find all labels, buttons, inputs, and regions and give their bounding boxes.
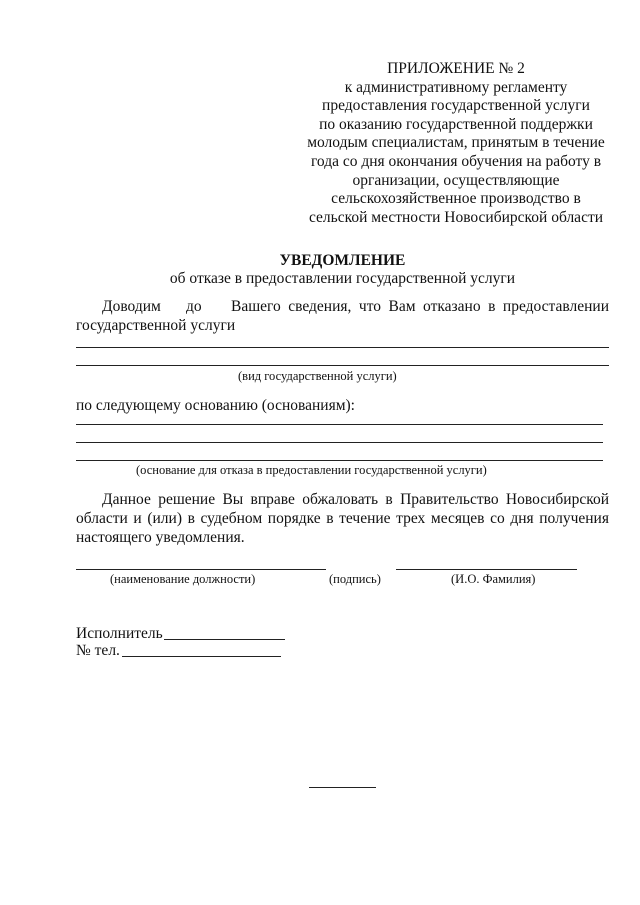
appendix-line: к административному регламенту bbox=[344, 78, 568, 96]
basis-label: по следующему основанию (основаниям): bbox=[76, 397, 355, 414]
intro-word-2: до bbox=[186, 298, 202, 315]
appeal-line: настоящего уведомления. bbox=[76, 529, 245, 546]
appeal-line: Данное решение Вы вправе обжаловать в Правительство Новосибирской bbox=[102, 491, 609, 508]
executor-label: Исполнитель bbox=[76, 625, 163, 642]
appeal-line: области и (или) в судебном порядке в течение трех месяцев со дня получения bbox=[76, 510, 609, 527]
basis-caption: (основание для отказа в предоставлении государственной услуги) bbox=[136, 463, 487, 477]
basis-fill-line bbox=[76, 442, 603, 443]
position-line bbox=[76, 569, 326, 570]
appendix-header bbox=[300, 60, 612, 227]
intro-rest: Вашего сведения, что Вам отказано в предоставлении bbox=[231, 298, 609, 315]
position-caption: (наименование должности) bbox=[110, 572, 256, 586]
end-separator bbox=[309, 787, 376, 788]
appendix-line: молодым специалистам, принятым в течение bbox=[307, 134, 605, 152]
appendix-line: по оказанию государственной поддержки bbox=[319, 115, 593, 133]
intro-line-2: государственной услуги bbox=[76, 317, 236, 334]
appendix-line: предоставления государственной услуги bbox=[322, 97, 590, 115]
intro-word-1: Доводим bbox=[102, 298, 161, 315]
phone-label: № тел. bbox=[76, 642, 120, 659]
name-caption: (И.О. Фамилия) bbox=[451, 572, 536, 586]
appendix-line: организации, осуществляющие bbox=[352, 171, 560, 189]
service-caption: (вид государственной услуги) bbox=[238, 369, 397, 383]
name-line bbox=[396, 569, 577, 570]
appendix-line: ПРИЛОЖЕНИЕ № 2 bbox=[387, 60, 525, 77]
basis-fill-line bbox=[76, 460, 603, 461]
signature-caption: (подпись) bbox=[329, 572, 381, 586]
service-fill-line bbox=[76, 365, 609, 366]
basis-fill-line bbox=[76, 424, 603, 425]
appendix-line: года со дня окончания обучения на работу в bbox=[310, 152, 602, 170]
executor-fill-line bbox=[164, 639, 285, 640]
appendix-line: сельскохозяйственное производство в bbox=[331, 190, 581, 208]
service-fill-line bbox=[76, 347, 609, 348]
appendix-line: сельской местности Новосибирской области bbox=[308, 208, 604, 226]
phone-fill-line bbox=[122, 656, 281, 657]
notice-title: УВЕДОМЛЕНИЕ bbox=[279, 252, 406, 269]
notice-subtitle: об отказе в предоставлении государственной услуги bbox=[169, 270, 516, 287]
